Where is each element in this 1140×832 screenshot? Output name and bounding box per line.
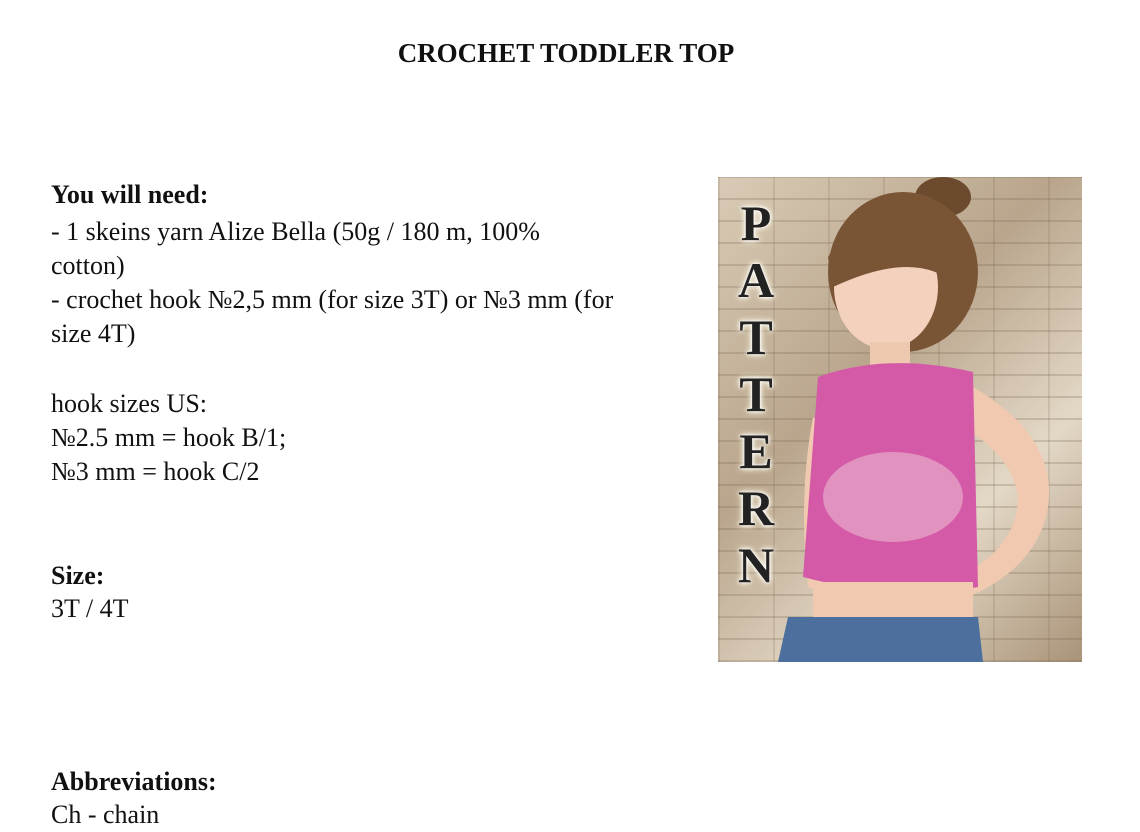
size-value: 3T / 4T bbox=[51, 594, 129, 623]
hook-sizes-heading: hook sizes US: bbox=[51, 389, 207, 418]
hook-size-line: №3 mm = hook C/2 bbox=[51, 457, 260, 486]
overlay-letter: N bbox=[737, 537, 775, 593]
overlay-letter: T bbox=[739, 309, 773, 365]
overlay-letter: E bbox=[739, 423, 773, 479]
overlay-letter: P bbox=[740, 195, 772, 251]
pattern-overlay-text bbox=[726, 195, 786, 594]
size-heading: Size: bbox=[51, 561, 105, 590]
needs-heading: You will need: bbox=[51, 180, 209, 209]
needs-line: - 1 skeins yarn Alize Bella (50g / 180 m, 100% bbox=[51, 217, 540, 246]
abbreviations-heading: Abbreviations: bbox=[51, 767, 217, 796]
needs-line: size 4T) bbox=[51, 319, 136, 348]
page-title: CROCHET TODDLER TOP bbox=[397, 38, 735, 68]
overlay-letter: A bbox=[737, 252, 775, 308]
needs-line: - crochet hook №2,5 mm (for size 3T) or №3 mm (for bbox=[51, 285, 614, 314]
product-photo bbox=[718, 177, 1082, 662]
hook-size-line: №2.5 mm = hook B/1; bbox=[51, 423, 287, 452]
overlay-letter: T bbox=[739, 366, 773, 422]
abbreviation-line: Ch - chain bbox=[51, 800, 160, 829]
overlay-letter: R bbox=[737, 480, 775, 536]
needs-line: cotton) bbox=[51, 251, 125, 280]
